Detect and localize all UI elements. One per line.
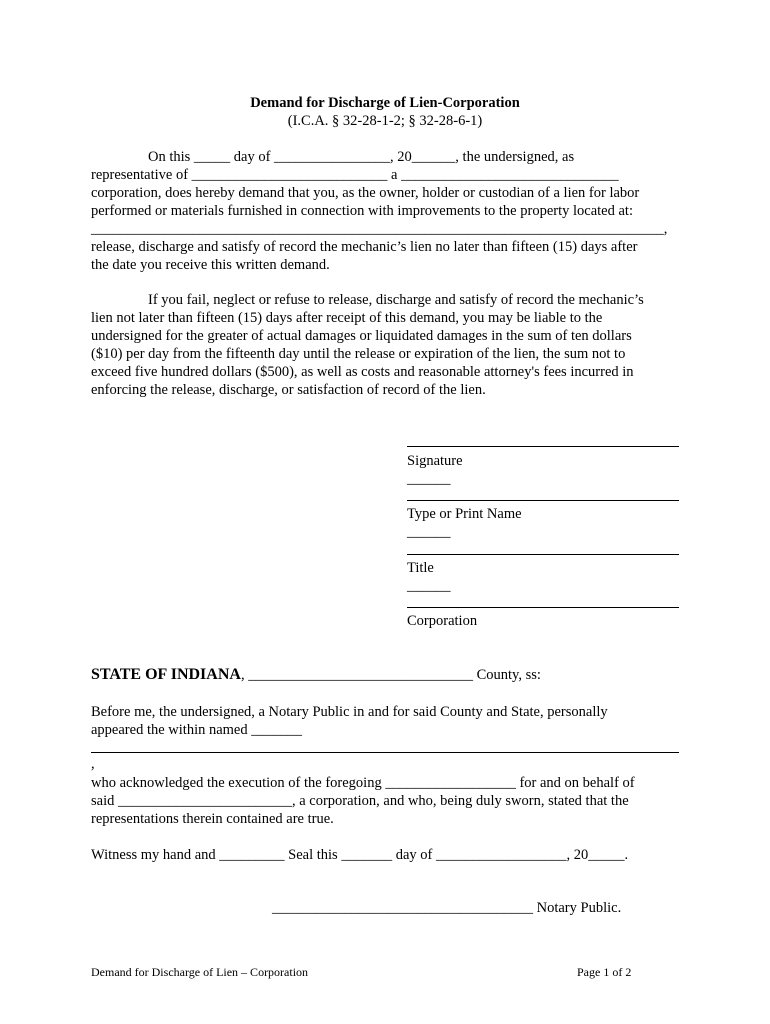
title-rule	[407, 554, 679, 555]
document-subtitle: (I.C.A. § 32-28-1-2; § 32-28-6-1)	[287, 113, 483, 129]
print-name-rule	[407, 500, 679, 501]
paragraph-line: the date you receive this written demand.	[91, 257, 330, 273]
paragraph-line: On this _____ day of ________________, 20______, the undersigned, as	[148, 149, 575, 165]
named-person-rule	[91, 752, 679, 753]
paragraph-line: exceed five hundred dollars ($500), as well as costs and reasonable attorney's fees incurred in	[91, 364, 634, 380]
notary-intro-line: appeared the within named _______	[91, 722, 302, 738]
notary-intro-line: Before me, the undersigned, a Notary Public in and for said County and State, personally	[91, 704, 608, 720]
state-line	[91, 666, 541, 684]
signature-label: Signature	[407, 453, 463, 469]
paragraph-line: lien not later than fifteen (15) days after receipt of this demand, you may be liable to the	[91, 310, 603, 326]
paragraph-line: If you fail, neglect or refuse to release, discharge and satisfy of record the mechanic’s	[148, 292, 644, 308]
named-comma: ,	[91, 756, 95, 772]
corporation-label: Corporation	[407, 613, 478, 629]
paragraph-line: representative of ___________________________ a ______________________________	[91, 167, 619, 183]
paragraph-line: ($10) per day from the fifteenth day until the release or expiration of the lien, the sum not to	[91, 346, 626, 362]
print-name-label: Type or Print Name	[407, 506, 522, 522]
signature-rule	[407, 446, 679, 447]
witness-line: Witness my hand and _________ Seal this _______ day of __________________, 20_____.	[91, 847, 629, 863]
state-name: STATE OF INDIANA	[91, 666, 241, 683]
acknowledgment-line: who acknowledged the execution of the foregoing __________________ for and on behalf of	[91, 775, 635, 791]
title-label: Title	[407, 560, 434, 576]
county-text: , _______________________________ County, ss:	[240, 667, 541, 683]
paragraph-line: performed or materials furnished in connection with improvements to the property located at:	[91, 203, 633, 219]
acknowledgment-line: said ________________________, a corporation, and who, being duly sworn, stated that the	[91, 793, 629, 809]
paragraph-line: undersigned for the greater of actual damages or liquidated damages in the sum of ten dollars	[91, 328, 632, 344]
print-name-blank: ______	[407, 524, 451, 540]
corporation-rule	[407, 607, 679, 608]
paragraph-line: release, discharge and satisfy of record the mechanic’s lien no later than fifteen (15) days after	[91, 239, 638, 255]
signature-blank: ______	[407, 471, 451, 487]
footer-title: Demand for Discharge of Lien – Corporation	[91, 965, 309, 979]
paragraph-line: corporation, does hereby demand that you, as the owner, holder or custodian of a lien for labor	[91, 185, 640, 201]
page-number: Page 1 of 2	[577, 965, 632, 979]
notary-public-line: ____________________________________ Notary Public.	[272, 900, 622, 916]
title-blank: ______	[407, 578, 451, 594]
paragraph-line: enforcing the release, discharge, or satisfaction of record of the lien.	[91, 382, 486, 398]
document-title: Demand for Discharge of Lien-Corporation	[250, 95, 520, 111]
acknowledgment-line: representations therein contained are true.	[91, 811, 334, 827]
paragraph-line: _______________________________________________________________________________,	[91, 221, 668, 237]
